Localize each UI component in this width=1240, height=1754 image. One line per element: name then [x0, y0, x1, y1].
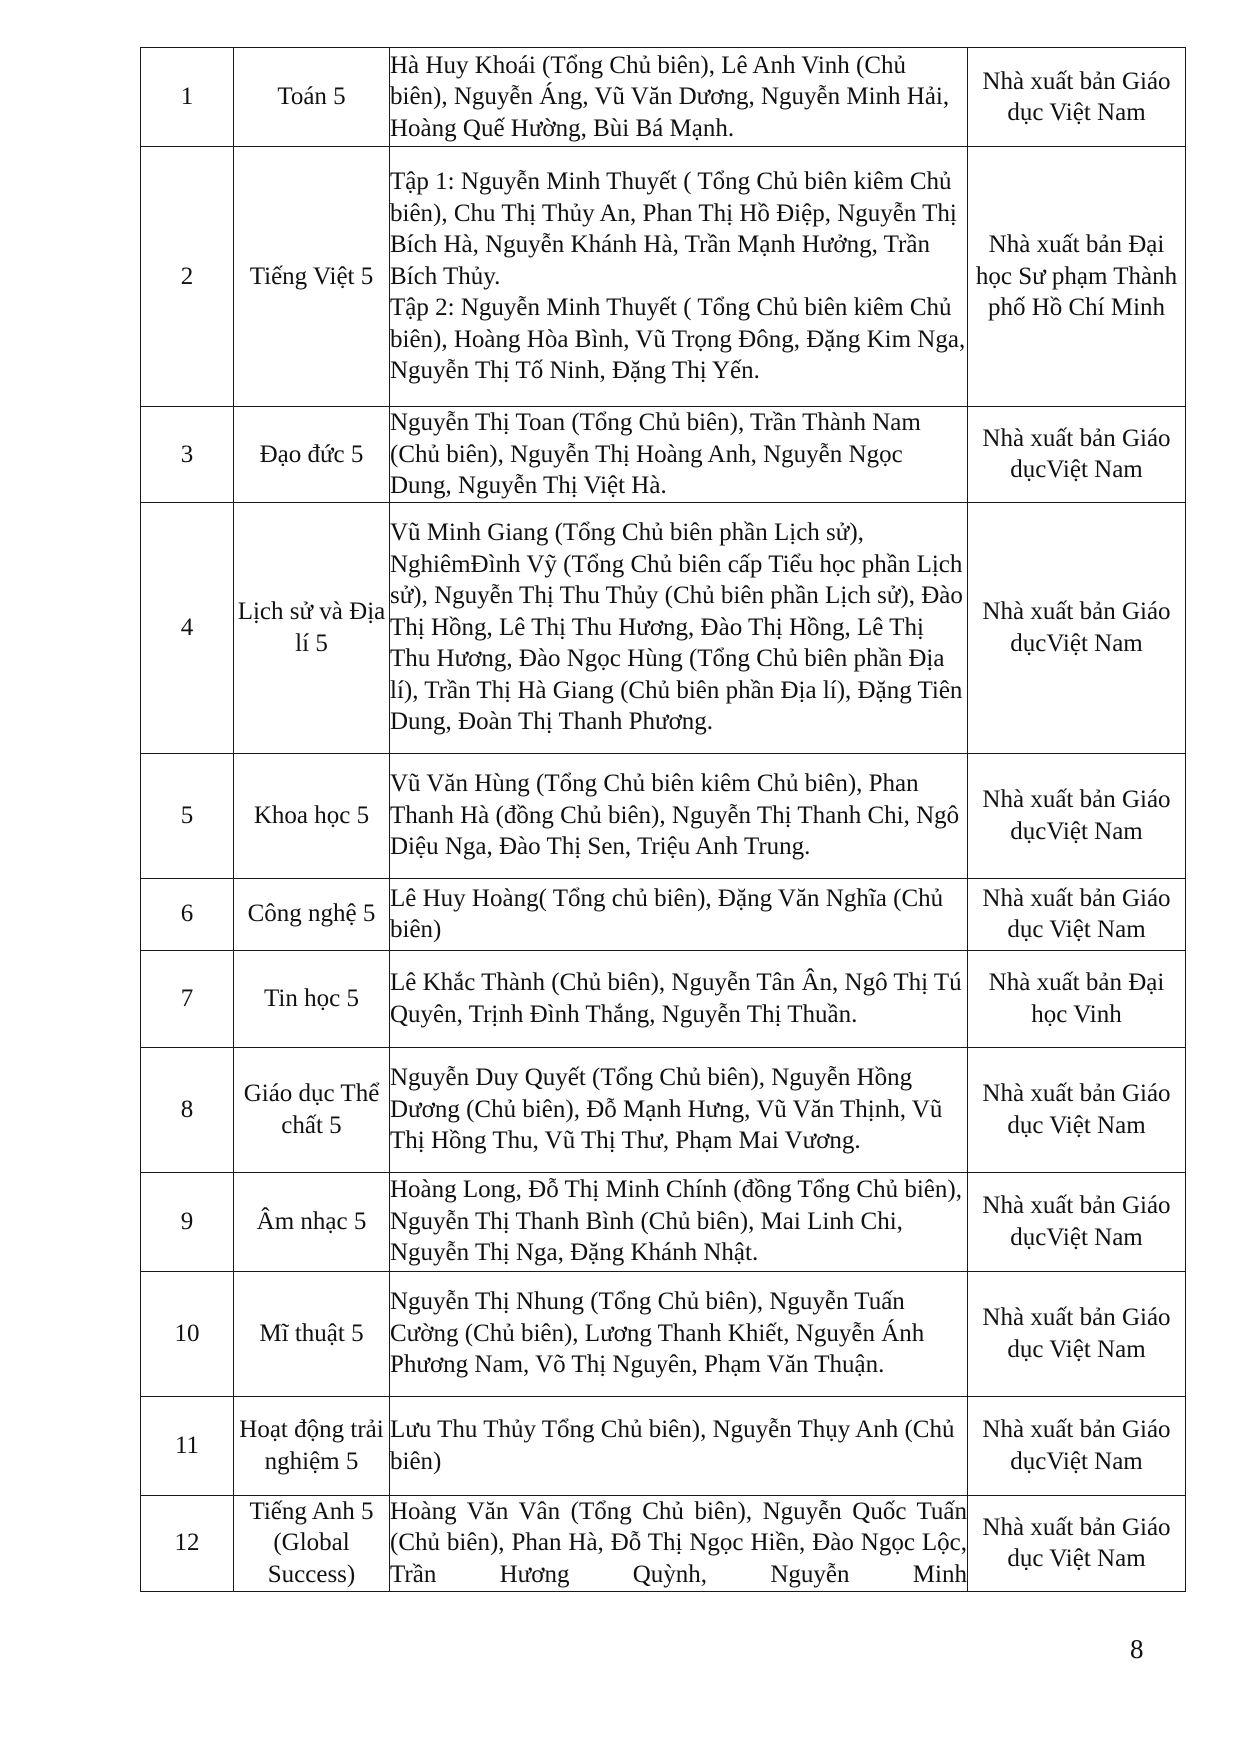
authors-cell [390, 1396, 968, 1495]
subject-name: Âm nhạc 5 [234, 1172, 390, 1271]
table-row [141, 1047, 1186, 1172]
publisher-name: Nhà xuất bản Giáo dụcViệt Nam [968, 407, 1186, 503]
textbook-list-page [140, 47, 1185, 1592]
table-row [141, 407, 1186, 503]
table-row [141, 1495, 1186, 1591]
authors-text: Lê Huy Hoàng( Tổng chủ biên), Đặng Văn Nghĩa (Chủ biên) [390, 884, 944, 943]
row-number: 10 [141, 1271, 234, 1396]
subject-name: Tiếng Việt 5 [234, 147, 390, 407]
page-number: 8 [1130, 1634, 1144, 1664]
table-row [141, 147, 1186, 407]
authors-cell [390, 753, 968, 878]
authors-cell [390, 48, 968, 147]
table-row [141, 502, 1186, 753]
row-number: 1 [141, 48, 234, 147]
row-number: 7 [141, 950, 234, 1047]
publisher-name: Nhà xuất bản Đại học Vinh [968, 950, 1186, 1047]
row-number: 9 [141, 1172, 234, 1271]
publisher-name: Nhà xuất bản Giáo dụcViệt Nam [968, 1172, 1186, 1271]
authors-text-volume-1: Tập 1: Nguyễn Minh Thuyết ( Tổng Chủ biên kiêm Chủ biên), Chu Thị Thủy An, Phan Thị Hồ Điệp, Nguyễn Thị Bích Hà, Nguyễn Khánh Hà, Trần Mạnh Hưởng, Trần Bích Thủy. [390, 168, 957, 290]
authors-text: Vũ Văn Hùng (Tổng Chủ biên kiêm Chủ biên), Phan Thanh Hà (đồng Chủ biên), Nguyễn Thị Thanh Chi, Ngô Diệu Nga, Đào Thị Sen, Triệu Anh Trung. [390, 770, 960, 861]
subject-name: Mĩ thuật 5 [234, 1271, 390, 1396]
publisher-name: Nhà xuất bản Giáo dục Việt Nam [968, 48, 1186, 147]
authors-text: Lê Khắc Thành (Chủ biên), Nguyễn Tân Ân, Ngô Thị Tú Quyên, Trịnh Đình Thắng, Nguyễn Thị Thuần. [390, 969, 962, 1028]
table-row [141, 48, 1186, 147]
authors-cell [390, 950, 968, 1047]
table-row [141, 878, 1186, 950]
authors-cell [390, 147, 968, 407]
authors-text-volume-2: Tập 2: Nguyễn Minh Thuyết ( Tổng Chủ biên kiêm Chủ biên), Hoàng Hòa Bình, Vũ Trọng Đông, Đặng Kim Nga, Nguyễn Thị Tố Ninh, Đặng Thị Yến. [390, 294, 966, 385]
row-number: 6 [141, 878, 234, 950]
table-row [141, 950, 1186, 1047]
textbook-table [140, 47, 1186, 1592]
table-row [141, 1172, 1186, 1271]
row-number: 12 [141, 1495, 234, 1591]
authors-cell [390, 502, 968, 753]
authors-text: Nguyễn Duy Quyết (Tổng Chủ biên), Nguyễn Hồng Dương (Chủ biên), Đỗ Mạnh Hưng, Vũ Văn Thịnh, Vũ Thị Hồng Thu, Vũ Thị Thư, Phạm Mai Vương. [390, 1064, 943, 1155]
authors-text: Hoàng Long, Đỗ Thị Minh Chính (đồng Tổng Chủ biên), Nguyễn Thị Thanh Bình (Chủ biên), Mai Linh Chi, Nguyễn Thị Nga, Đặng Khánh Nhật. [390, 1176, 962, 1267]
publisher-name: Nhà xuất bản Giáo dục Việt Nam [968, 1271, 1186, 1396]
publisher-name: Nhà xuất bản Giáo dục Việt Nam [968, 1495, 1186, 1591]
publisher-name: Nhà xuất bản Giáo dụcViệt Nam [968, 1396, 1186, 1495]
row-number: 2 [141, 147, 234, 407]
subject-name: Tin học 5 [234, 950, 390, 1047]
authors-cell [390, 407, 968, 503]
publisher-name: Nhà xuất bản Giáo dục Việt Nam [968, 878, 1186, 950]
table-row [141, 1271, 1186, 1396]
table-row [141, 1396, 1186, 1495]
authors-text: Hà Huy Khoái (Tổng Chủ biên), Lê Anh Vinh (Chủ biên), Nguyễn Áng, Vũ Văn Dương, Nguyễn Minh Hải, Hoàng Quế Hường, Bùi Bá Mạnh. [390, 51, 950, 142]
publisher-name: Nhà xuất bản Giáo dụcViệt Nam [968, 502, 1186, 753]
authors-text: Lưu Thu Thủy Tổng Chủ biên), Nguyễn Thụy Anh (Chủ biên) [390, 1416, 955, 1475]
table-row [141, 753, 1186, 878]
publisher-name: Nhà xuất bản Giáo dục Việt Nam [968, 1047, 1186, 1172]
subject-name: Đạo đức 5 [234, 407, 390, 503]
authors-text: Hoàng Văn Vân (Tổng Chủ biên), Nguyễn Quốc Tuấn (Chủ biên), Phan Hà, Đỗ Thị Ngọc Hiền, Đào Ngọc Lộc, Trần Hương Quỳnh, Nguyễn Minh [390, 1497, 967, 1588]
authors-cell [390, 1495, 968, 1591]
authors-cell [390, 1271, 968, 1396]
row-number: 3 [141, 407, 234, 503]
subject-name: Khoa học 5 [234, 753, 390, 878]
publisher-name: Nhà xuất bản Đại học Sư phạm Thành phố Hồ Chí Minh [968, 147, 1186, 407]
row-number: 4 [141, 502, 234, 753]
subject-name: Giáo dục Thể chất 5 [234, 1047, 390, 1172]
authors-cell [390, 1172, 968, 1271]
authors-text: Nguyễn Thị Nhung (Tổng Chủ biên), Nguyễn Tuấn Cường (Chủ biên), Lương Thanh Khiết, Nguyễn Ánh Phương Nam, Võ Thị Nguyên, Phạm Văn Thuận. [390, 1288, 925, 1379]
authors-cell [390, 1047, 968, 1172]
subject-name: Hoạt động trải nghiệm 5 [234, 1396, 390, 1495]
subject-name: Tiếng Anh 5 (Global Success) [234, 1495, 390, 1591]
row-number: 8 [141, 1047, 234, 1172]
authors-text: Nguyễn Thị Toan (Tổng Chủ biên), Trần Thành Nam (Chủ biên), Nguyễn Thị Hoàng Anh, Nguyễn Ngọc Dung, Nguyễn Thị Việt Hà. [390, 409, 921, 499]
publisher-name: Nhà xuất bản Giáo dụcViệt Nam [968, 753, 1186, 878]
subject-name: Công nghệ 5 [234, 878, 390, 950]
authors-text: Vũ Minh Giang (Tổng Chủ biên phần Lịch sử), NghiêmĐình Vỹ (Tổng Chủ biên cấp Tiểu học phần Lịch sử), Nguyễn Thị Thu Thủy (Chủ biên phần Lịch sử), Đào Thị Hồng, Lê Thị Thu Hương, Đào Thị Hồng, Lê Thị Thu Hương, Đào Ngọc Hùng (Tổng Chủ biên phần Địa lí), Trần Thị Hà Giang (Chủ biên phần Địa lí), Đặng Tiên Dung, Đoàn Thị Thanh Phương. [390, 519, 963, 736]
row-number: 5 [141, 753, 234, 878]
row-number: 11 [141, 1396, 234, 1495]
subject-name: Toán 5 [234, 48, 390, 147]
authors-cell [390, 878, 968, 950]
subject-name: Lịch sử và Địa lí 5 [234, 502, 390, 753]
